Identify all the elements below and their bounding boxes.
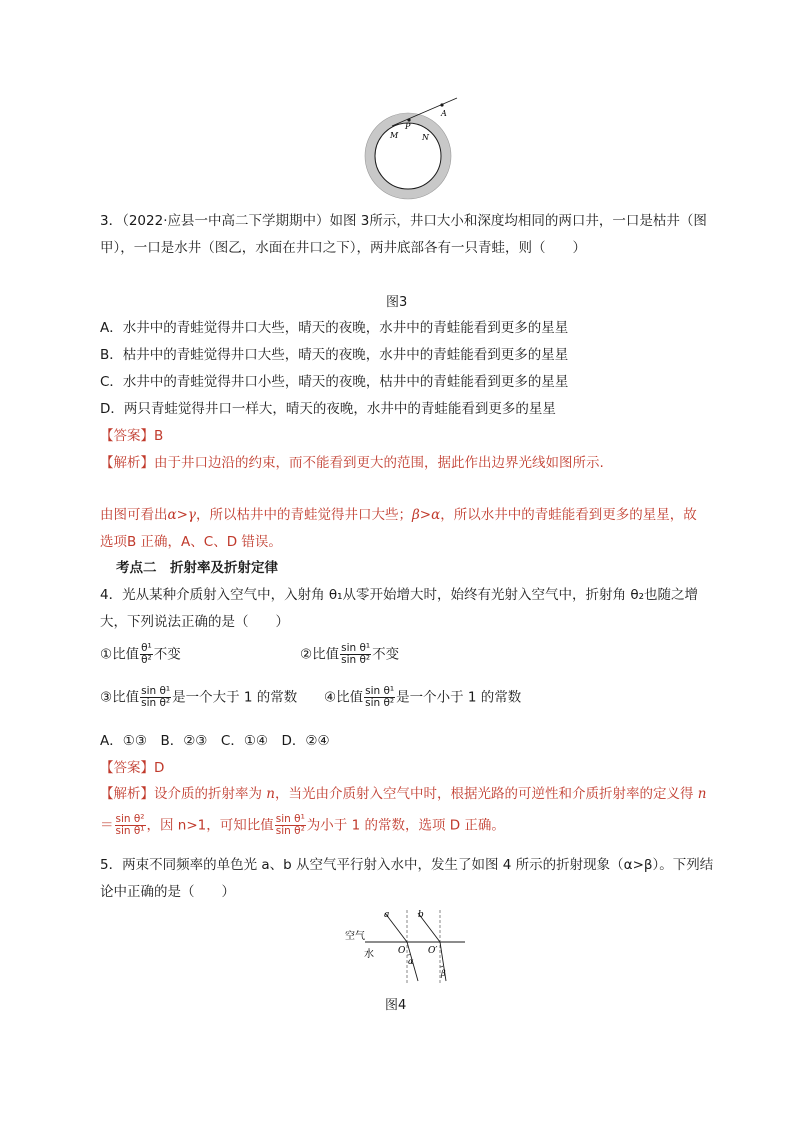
q4-analysis-2 xyxy=(100,814,505,837)
q3-explanation-2: 选项B 正确，A、C、D 错误。 xyxy=(100,534,282,550)
expl-text-2: ，所以枯井中的青蛙觉得井口大些； xyxy=(196,507,412,523)
q5-line2: 论中正确的是（ ） xyxy=(100,884,235,900)
q3-analysis: 【解析】由于井口边沿的约束，而不能看到更大的范围，据此作出边界光线如图所示. xyxy=(100,455,604,471)
ana1-n2: n xyxy=(697,786,707,802)
ana2-post: 为小于 1 的常数，选项 D 正确。 xyxy=(306,817,505,834)
q3-explanation-1 xyxy=(100,505,697,525)
s1-pre: ①比值 xyxy=(100,646,140,663)
q3-answer: 【答案】B xyxy=(100,428,164,444)
ana2-num2: sin θ¹ xyxy=(275,813,305,825)
s1-num: θ¹ xyxy=(141,642,152,654)
fig4-label-water: 水 xyxy=(364,949,374,960)
ana1-a: 【解析】设介质的折射率为 xyxy=(100,786,267,802)
expl-text-3: ，所以水井中的青蛙能看到更多的星星，故 xyxy=(440,507,697,523)
fig4-label-O2: O′ xyxy=(428,946,438,956)
ana2-den: sin θ¹ xyxy=(115,825,145,837)
s4-pre: ④比值 xyxy=(324,689,364,706)
s4-fraction xyxy=(364,686,395,709)
s1-post: 不变 xyxy=(153,646,181,663)
q4-statement-1 xyxy=(100,643,181,666)
figure-3-caption: 图3 xyxy=(386,295,408,310)
s2-pre: ②比值 xyxy=(300,646,340,663)
q3-option-b: B．枯井中的青蛙觉得井口大些，晴天的夜晚，水井中的青蛙能看到更多的星星 xyxy=(100,347,569,363)
q4-line2: 大，下列说法正确的是（ ） xyxy=(100,614,289,630)
fig4-label-O: O xyxy=(398,946,406,956)
fig4-label-air: 空气 xyxy=(345,931,365,942)
ring-diagram xyxy=(362,96,462,201)
q4-statement-4 xyxy=(324,686,521,709)
ana2-den2: sin θ² xyxy=(275,825,305,837)
ana1-n: n xyxy=(266,786,275,802)
ana2-num: sin θ² xyxy=(115,813,145,825)
q5-line1: 5．两束不同频率的单色光 a、b 从空气平行射入水中，发生了如图 4 所示的折射现象（α>β）。下列结 xyxy=(100,857,714,873)
s2-num: sin θ¹ xyxy=(341,642,371,654)
label-M: M xyxy=(390,131,399,140)
s3-pre: ③比值 xyxy=(100,689,140,706)
expl-ineq-1: α>γ xyxy=(167,507,196,523)
ana2-mid: ，因 n>1，可知比值 xyxy=(146,817,274,834)
fig4-label-b: b xyxy=(418,910,424,920)
label-N: N xyxy=(422,133,429,142)
s2-post: 不变 xyxy=(372,646,400,663)
s1-den: θ² xyxy=(141,654,152,666)
q4-choices: A．①③ B．②③ C．①④ D．②④ xyxy=(100,733,330,749)
q4-statement-3 xyxy=(100,686,297,709)
q3-option-a: A．水井中的青蛙觉得井口大些，晴天的夜晚，水井中的青蛙能看到更多的星星 xyxy=(100,320,569,336)
q4-line1: 4．光从某种介质射入空气中，入射角 θ₁从零开始增大时，始终有光射入空气中，折射角 θ₂也随之增 xyxy=(100,587,699,603)
label-P: P xyxy=(405,122,411,131)
figure-4-caption: 图4 xyxy=(385,998,407,1013)
fig4-label-a: a xyxy=(384,910,390,920)
q4-statement-2 xyxy=(300,643,399,666)
s3-post: 是一个大于 1 的常数 xyxy=(172,689,298,706)
q3-line1: 3．（2022·应县一中高二下学期期中）如图 3所示，井口大小和深度均相同的两口井，一口是枯井（图 xyxy=(100,213,707,229)
s4-post: 是一个小于 1 的常数 xyxy=(396,689,522,706)
s2-fraction xyxy=(340,643,371,666)
ana1-c: ，当光由介质射入空气中时，根据光路的可逆性和介质折射率的定义得 xyxy=(275,786,698,802)
s3-num: sin θ¹ xyxy=(141,685,171,697)
expl-ineq-2: β>α xyxy=(412,507,441,523)
s3-fraction xyxy=(140,686,171,709)
q3-line2: 甲），一口是水井（图乙，水面在井口之下），两井底部各有一只青蛙，则（ ） xyxy=(100,240,586,256)
label-A: A xyxy=(441,109,447,118)
s3-den: sin θ² xyxy=(141,697,171,709)
ana2-pre: ＝ xyxy=(100,817,114,834)
expl-text-1: 由图可看出 xyxy=(100,507,168,523)
s4-den: sin θ² xyxy=(365,697,395,709)
q4-analysis-1 xyxy=(100,784,707,804)
s4-num: sin θ¹ xyxy=(365,685,395,697)
q4-answer: 【答案】D xyxy=(100,760,165,776)
refraction-diagram xyxy=(340,905,470,987)
q3-option-c: C．水井中的青蛙觉得井口小些，晴天的夜晚，枯井中的青蛙能看到更多的星星 xyxy=(100,374,569,390)
s1-fraction xyxy=(140,643,153,666)
fig4-label-alpha: α xyxy=(408,957,414,966)
q3-option-d: D．两只青蛙觉得井口一样大，晴天的夜晚，水井中的青蛙能看到更多的星星 xyxy=(100,401,556,417)
ana2-fraction-1 xyxy=(115,814,146,837)
ana2-fraction-2 xyxy=(275,814,306,837)
s2-den: sin θ² xyxy=(341,654,371,666)
fig4-label-beta: β xyxy=(441,969,446,978)
section-heading: 考点二 折射率及折射定律 xyxy=(116,560,278,576)
